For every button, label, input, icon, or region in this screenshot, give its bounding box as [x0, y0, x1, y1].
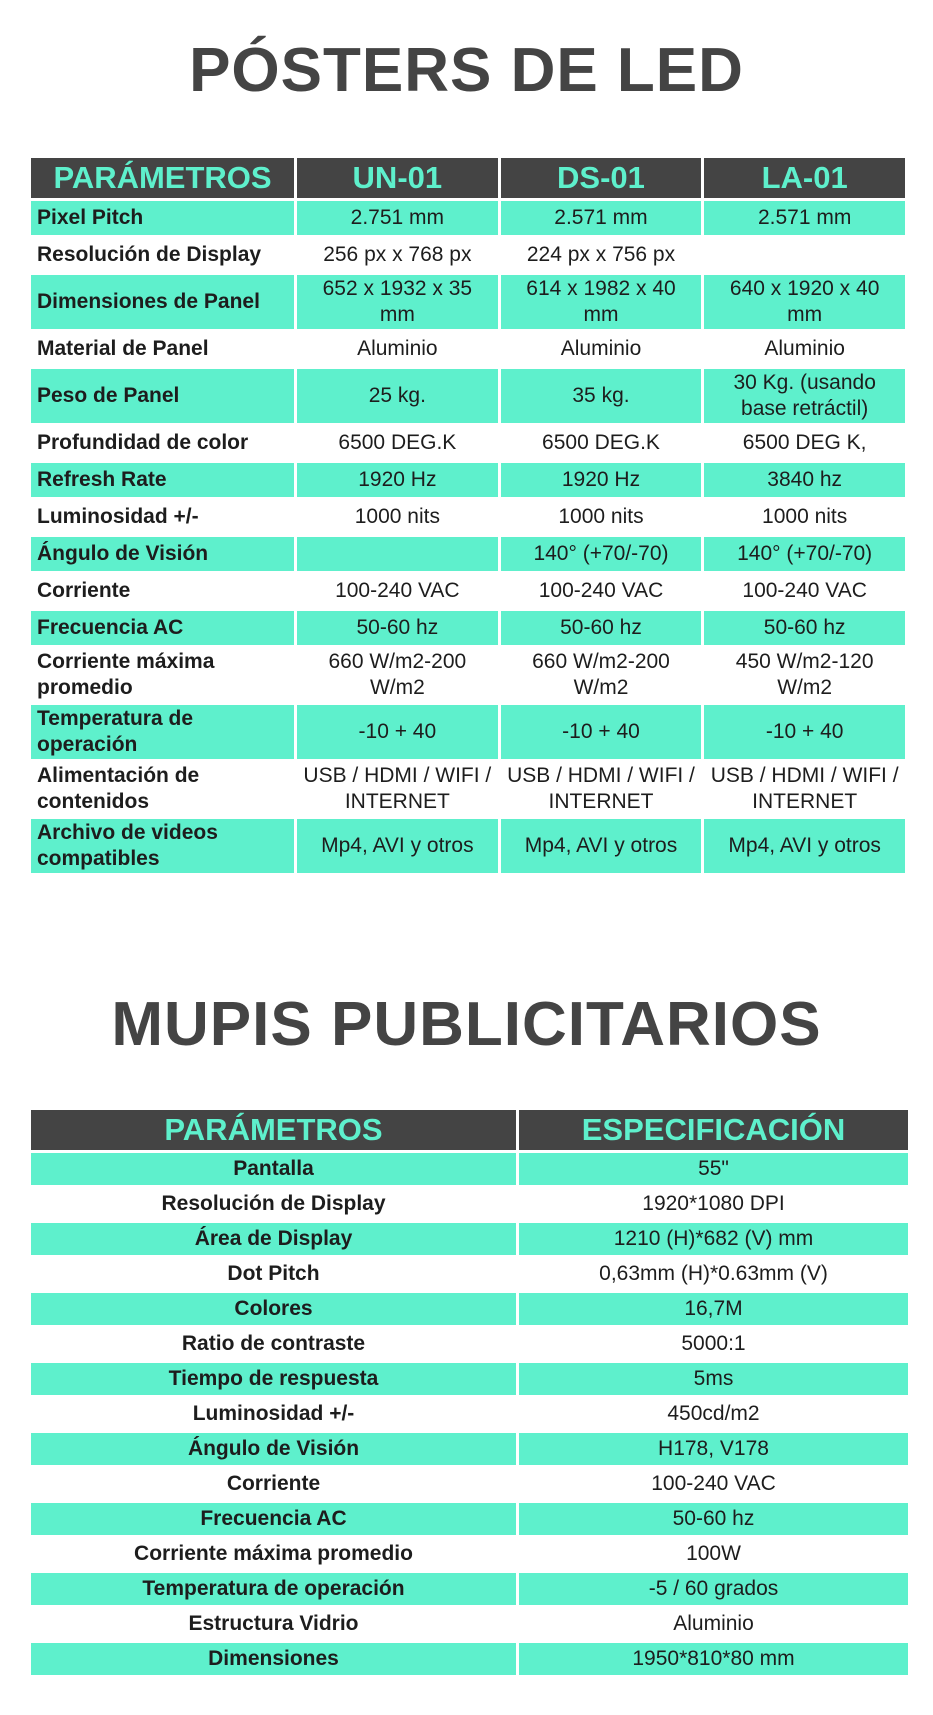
parameter-value: -5 / 60 grados	[519, 1573, 908, 1605]
led-header-row	[31, 158, 905, 198]
parameter-label: Dimensiones de Panel	[31, 275, 294, 329]
table-row	[31, 1538, 908, 1570]
parameter-value: 35 kg.	[501, 369, 702, 423]
parameter-label: Estructura Vidrio	[31, 1608, 516, 1640]
table-row	[31, 1258, 908, 1290]
parameter-value: 5ms	[519, 1363, 908, 1395]
parameter-value: 1210 (H)*682 (V) mm	[519, 1223, 908, 1255]
parameter-value: 660 W/m2-200 W/m2	[297, 648, 498, 702]
table-row	[31, 1433, 908, 1465]
parameter-value: 5000:1	[519, 1328, 908, 1360]
parameter-value: 100W	[519, 1538, 908, 1570]
parameter-value: H178, V178	[519, 1433, 908, 1465]
parameter-value: 50-60 hz	[501, 611, 702, 645]
parameter-value: -10 + 40	[704, 705, 905, 759]
parameter-value: 450cd/m2	[519, 1398, 908, 1430]
parameter-label: Luminosidad +/-	[31, 500, 294, 534]
parameter-value: 3840 hz	[704, 463, 905, 497]
parameter-value: 140° (+70/-70)	[704, 537, 905, 571]
parameter-value: Mp4, AVI y otros	[704, 819, 905, 873]
led-header-model-ds01: DS-01	[501, 158, 702, 198]
table-row	[31, 1153, 908, 1185]
table-row	[31, 201, 905, 235]
table-row	[31, 1223, 908, 1255]
table-row	[31, 574, 905, 608]
parameter-value: 256 px x 768 px	[297, 238, 498, 272]
parameter-label: Temperatura de operación	[31, 705, 294, 759]
parameter-label: Pixel Pitch	[31, 201, 294, 235]
parameter-value: 1000 nits	[704, 500, 905, 534]
parameter-label: Ángulo de Visión	[31, 1433, 516, 1465]
parameter-label: Frecuencia AC	[31, 1503, 516, 1535]
parameter-value: 1920*1080 DPI	[519, 1188, 908, 1220]
led-header-model-un01: UN-01	[297, 158, 498, 198]
parameter-value: 224 px x 756 px	[501, 238, 702, 272]
parameter-value: Aluminio	[519, 1608, 908, 1640]
parameter-label: Resolución de Display	[31, 238, 294, 272]
parameter-value: 100-240 VAC	[519, 1468, 908, 1500]
table-row	[31, 537, 905, 571]
parameter-value: 6500 DEG.K	[501, 426, 702, 460]
mupis-header-row	[31, 1110, 908, 1150]
table-row	[31, 1398, 908, 1430]
table-row	[31, 238, 905, 272]
parameter-value: USB / HDMI / WIFI / INTERNET	[704, 762, 905, 816]
parameter-value: 1000 nits	[297, 500, 498, 534]
parameter-value: -10 + 40	[297, 705, 498, 759]
mupis-spec-table	[28, 1107, 911, 1678]
led-section-title: PÓSTERS DE LED	[189, 36, 744, 105]
parameter-value: 2.751 mm	[297, 201, 498, 235]
table-row	[31, 1188, 908, 1220]
parameter-label: Luminosidad +/-	[31, 1398, 516, 1430]
parameter-label: Ángulo de Visión	[31, 537, 294, 571]
parameter-value: 50-60 hz	[704, 611, 905, 645]
parameter-label: Pantalla	[31, 1153, 516, 1185]
table-row	[31, 463, 905, 497]
table-row	[31, 1328, 908, 1360]
parameter-label: Colores	[31, 1293, 516, 1325]
parameter-value: USB / HDMI / WIFI / INTERNET	[501, 762, 702, 816]
table-row	[31, 611, 905, 645]
parameter-value: 2.571 mm	[501, 201, 702, 235]
parameter-value: Aluminio	[501, 332, 702, 366]
parameter-label: Área de Display	[31, 1223, 516, 1255]
parameter-value: USB / HDMI / WIFI / INTERNET	[297, 762, 498, 816]
table-row	[31, 275, 905, 329]
parameter-value: 55"	[519, 1153, 908, 1185]
led-header-model-la01: LA-01	[704, 158, 905, 198]
parameter-label: Corriente	[31, 574, 294, 608]
table-row	[31, 762, 905, 816]
parameter-label: Tiempo de respuesta	[31, 1363, 516, 1395]
parameter-label: Temperatura de operación	[31, 1573, 516, 1605]
parameter-value: 614 x 1982 x 40 mm	[501, 275, 702, 329]
parameter-value: 16,7M	[519, 1293, 908, 1325]
parameter-value: Aluminio	[297, 332, 498, 366]
parameter-label: Resolución de Display	[31, 1188, 516, 1220]
led-spec-table	[28, 155, 908, 876]
parameter-label: Dot Pitch	[31, 1258, 516, 1290]
parameter-value: 1920 Hz	[297, 463, 498, 497]
mupis-header-parameters: PARÁMETROS	[31, 1110, 516, 1150]
table-row	[31, 1363, 908, 1395]
table-row	[31, 426, 905, 460]
parameter-value: 50-60 hz	[297, 611, 498, 645]
table-row	[31, 648, 905, 702]
parameter-value: 660 W/m2-200 W/m2	[501, 648, 702, 702]
parameter-value	[297, 537, 498, 571]
table-row	[31, 1468, 908, 1500]
parameter-value	[704, 238, 905, 272]
parameter-value: Mp4, AVI y otros	[501, 819, 702, 873]
parameter-value: 652 x 1932 x 35 mm	[297, 275, 498, 329]
parameter-value: 450 W/m2-120 W/m2	[704, 648, 905, 702]
parameter-value: 1920 Hz	[501, 463, 702, 497]
parameter-label: Refresh Rate	[31, 463, 294, 497]
parameter-label: Profundidad de color	[31, 426, 294, 460]
table-row	[31, 500, 905, 534]
parameter-label: Corriente máxima promedio	[31, 648, 294, 702]
parameter-value: 30 Kg. (usando base retráctil)	[704, 369, 905, 423]
table-row	[31, 705, 905, 759]
parameter-label: Peso de Panel	[31, 369, 294, 423]
parameter-value: 6500 DEG K,	[704, 426, 905, 460]
parameter-label: Material de Panel	[31, 332, 294, 366]
parameter-label: Dimensiones	[31, 1643, 516, 1675]
parameter-value: 50-60 hz	[519, 1503, 908, 1535]
parameter-value: 100-240 VAC	[704, 574, 905, 608]
parameter-label: Ratio de contraste	[31, 1328, 516, 1360]
table-row	[31, 1643, 908, 1675]
parameter-label: Frecuencia AC	[31, 611, 294, 645]
parameter-label: Archivo de videos compatibles	[31, 819, 294, 873]
table-row	[31, 369, 905, 423]
mupis-header-specification: ESPECIFICACIÓN	[519, 1110, 908, 1150]
table-row	[31, 819, 905, 873]
parameter-value: 2.571 mm	[704, 201, 905, 235]
parameter-label: Corriente	[31, 1468, 516, 1500]
parameter-value: 0,63mm (H)*0.63mm (V)	[519, 1258, 908, 1290]
table-row	[31, 1608, 908, 1640]
parameter-value: Aluminio	[704, 332, 905, 366]
parameter-value: -10 + 40	[501, 705, 702, 759]
parameter-value: 1950*810*80 mm	[519, 1643, 908, 1675]
parameter-value: 6500 DEG.K	[297, 426, 498, 460]
parameter-value: 640 x 1920 x 40 mm	[704, 275, 905, 329]
table-row	[31, 1503, 908, 1535]
parameter-value: Mp4, AVI y otros	[297, 819, 498, 873]
led-header-parameters: PARÁMETROS	[31, 158, 294, 198]
table-row	[31, 1293, 908, 1325]
mupis-section-title: MUPIS PUBLICITARIOS	[111, 990, 822, 1059]
parameter-value: 100-240 VAC	[501, 574, 702, 608]
table-row	[31, 332, 905, 366]
parameter-label: Alimentación de contenidos	[31, 762, 294, 816]
parameter-value: 100-240 VAC	[297, 574, 498, 608]
parameter-value: 1000 nits	[501, 500, 702, 534]
table-row	[31, 1573, 908, 1605]
parameter-label: Corriente máxima promedio	[31, 1538, 516, 1570]
parameter-value: 25 kg.	[297, 369, 498, 423]
parameter-value: 140° (+70/-70)	[501, 537, 702, 571]
